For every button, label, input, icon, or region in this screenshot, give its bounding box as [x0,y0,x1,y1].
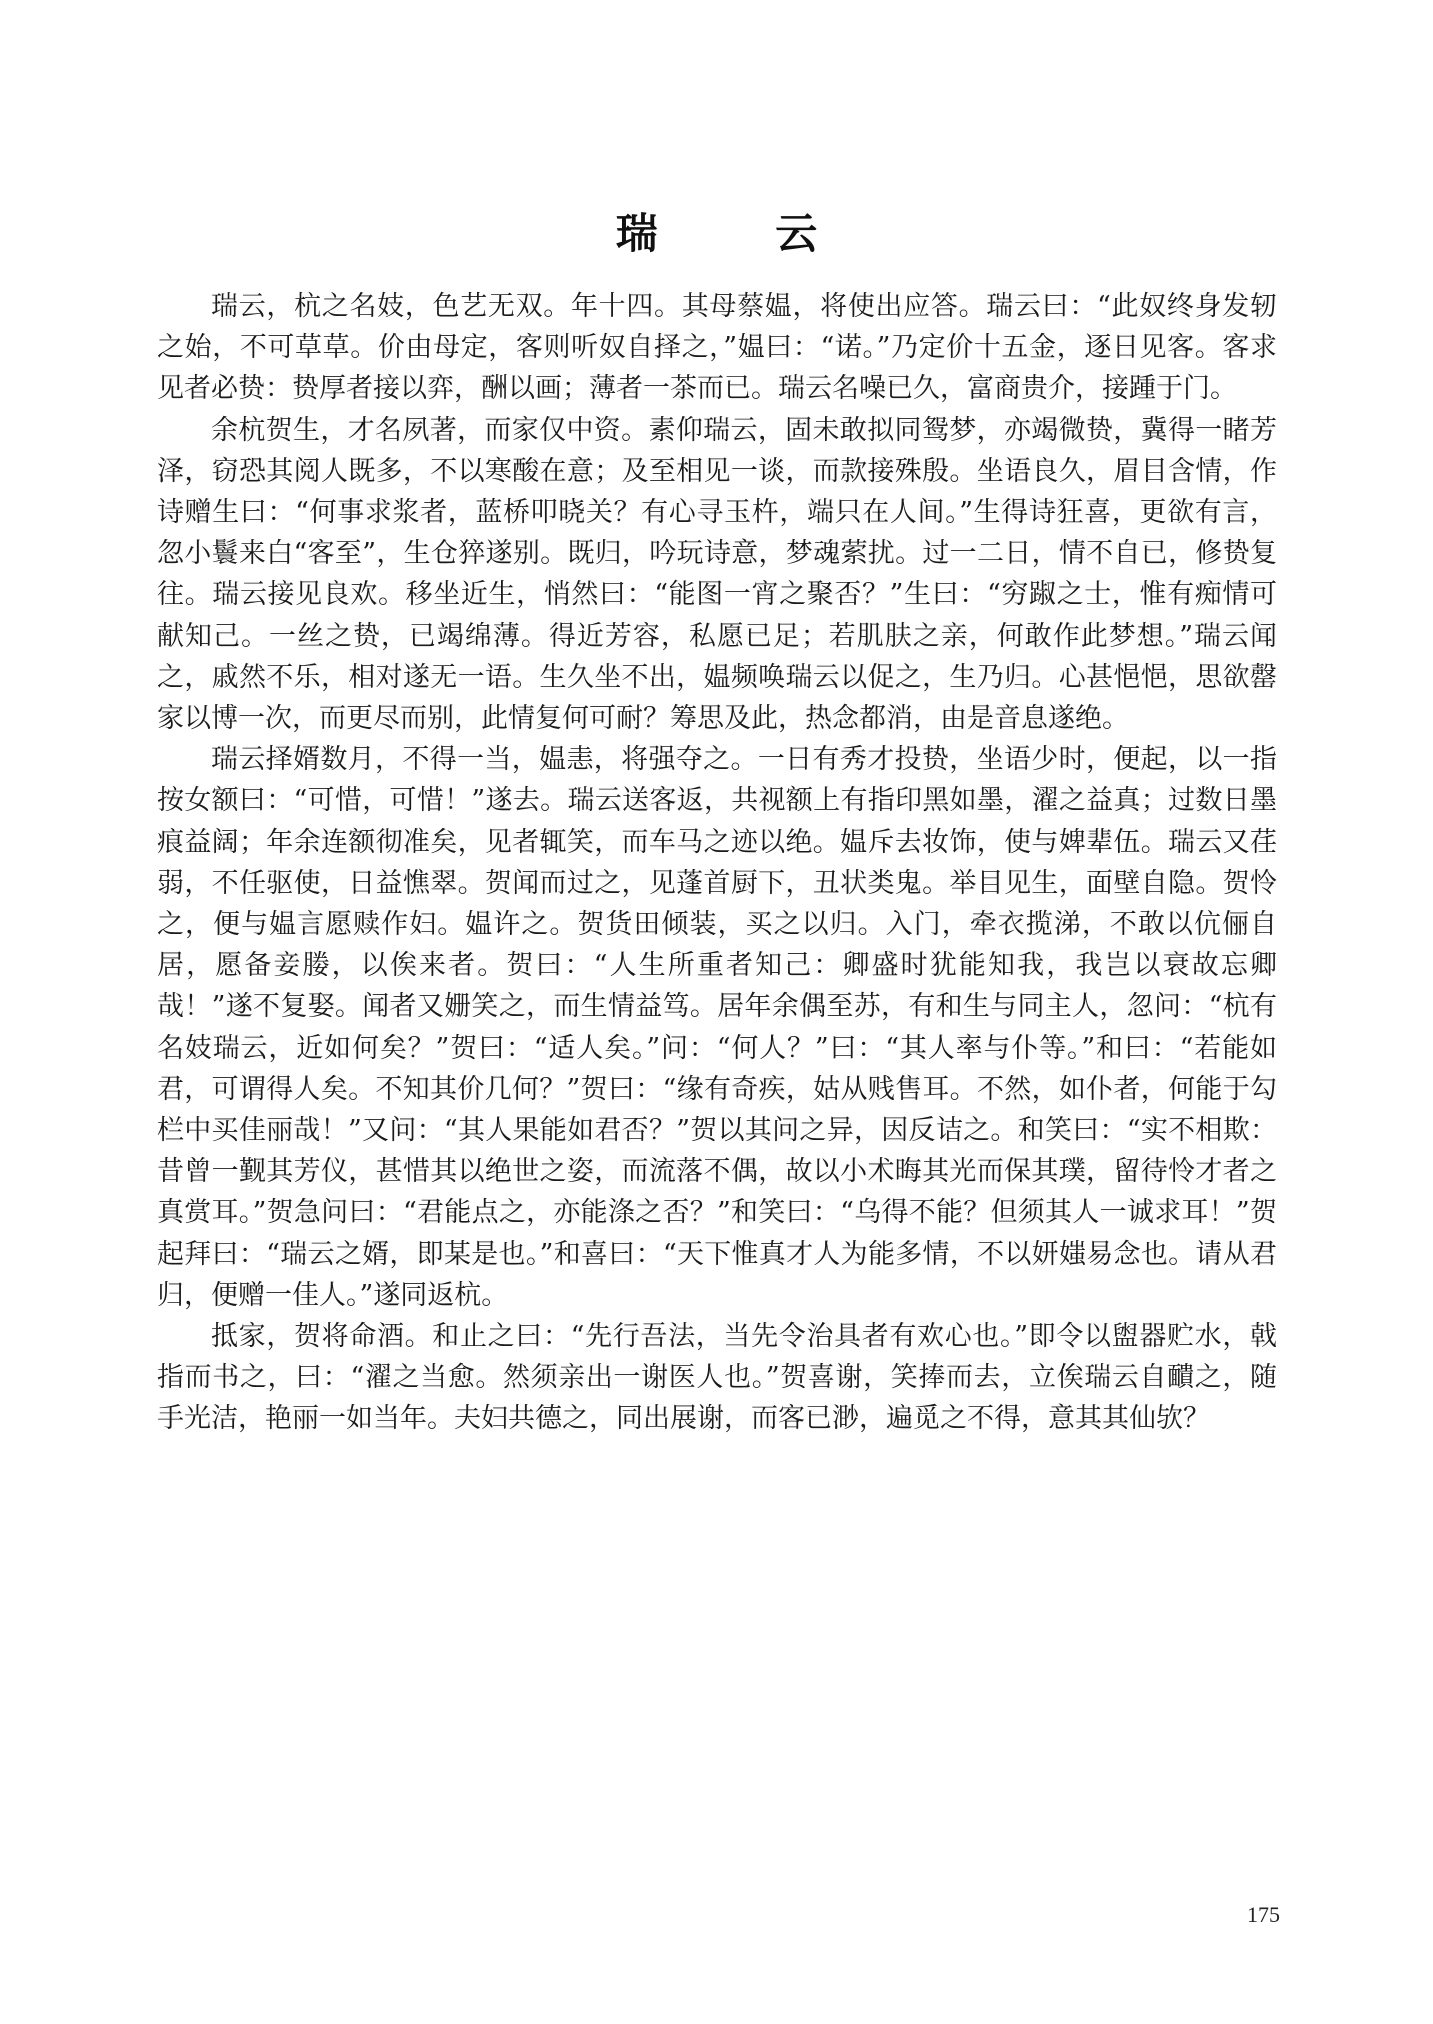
paragraph-4: 抵家，贺将命酒。和止之曰：“先行吾法，当先令治具者有欢心也。”即令以盥器贮水，戟指而书之，曰：“濯之当愈。然须亲出一谢医人也。”贺喜谢，笑捧而去，立俟瑞云自靧之，随手光洁，艳丽一如当年。夫妇共德之，同出展谢，而客已渺，遍觅之不得，意其其仙欤？ [157,1321,1277,1435]
page-title: 瑞 云 [615,209,856,259]
page-number: 175 [1247,1902,1280,1927]
paragraph-2: 余杭贺生，才名夙著，而家仅中资。素仰瑞云，固未敢拟同鸳梦，亦竭微贽，冀得一睹芳泽，窃恐其阅人既多，不以寒酸在意；及至相见一谈，而款接殊殷。坐语良久，眉目含情，作诗赠生曰：“何事求浆者，蓝桥叩晓关？有心寻玉杵，端只在人间。”生得诗狂喜，更欲有言，忽小鬟来白“客至”，生仓猝遂别。既归，吟玩诗意，梦魂萦扰。过一二日，情不自已，修贽复往。瑞云接见良欢。移坐近生，悄然曰：“能图一宵之聚否？”生曰：“穷踧之士，惟有痴情可献知己。一丝之贽，已竭绵薄。得近芳容，私愿已足；若肌肤之亲，何敢作此梦想。”瑞云闻之，戚然不乐，相对遂无一语。生久坐不出，媪频唤瑞云以促之，生乃归。心甚悒悒，思欲罄家以博一次，而更尽而别，此情复何可耐？筹思及此，热念都消，由是音息遂绝。 [157,414,1277,735]
paragraph-1: 瑞云，杭之名妓，色艺无双。年十四。其母蔡媪，将使出应答。瑞云曰：“此奴终身发轫之始，不可草草。价由母定，客则听奴自择之，”媪曰：“诺。”乃定价十五金，逐日见客。客求见者必贽：贽厚者接以弈，酬以画；薄者一茶而已。瑞云名噪已久，富商贵介，接踵于门。 [157,291,1277,405]
story-body [157,286,1277,1440]
paragraph-3: 瑞云择婿数月，不得一当，媪恚，将强夺之。一日有秀才投贽，坐语少时，便起，以一指按女额曰：“可惜，可惜！”遂去。瑞云送客返，共视额上有指印黑如墨，濯之益真；过数日墨痕益阔；年余连额彻准矣，见者辄笑，而车马之迹以绝。媪斥去妆饰，使与婢辈伍。瑞云又荏弱，不任驱使，日益憔翠。贺闻而过之，见蓬首厨下，丑状类鬼。举目见生，面壁自隐。贺怜之，便与媪言愿赎作妇。媪许之。贺货田倾装，买之以归。入门，牵衣揽涕，不敢以伉俪自居，愿备妾媵，以俟来者。贺曰：“人生所重者知己：卿盛时犹能知我，我岂以衰故忘卿哉！”遂不复娶。闻者又姗笑之，而生情益笃。居年余偶至苏，有和生与同主人，忽问：“杭有名妓瑞云，近如何矣？”贺曰：“适人矣。”问：“何人？”曰：“其人率与仆等。”和曰：“若能如君，可谓得人矣。不知其价几何？”贺曰：“缘有奇疾，姑从贱售耳。不然，如仆者，何能于勾栏中买佳丽哉！”又问：“其人果能如君否？”贺以其问之异，因反诘之。和笑曰：“实不相欺：昔曾一觐其芳仪，甚惜其以绝世之姿，而流落不偶，故以小术晦其光而保其璞，留待怜才者之真赏耳。”贺急问曰：“君能点之，亦能涤之否？”和笑曰：“乌得不能？但须其人一诚求耳！”贺起拜曰：“瑞云之婿，即某是也。”和喜曰：“天下惟真才人为能多情，不以妍媸易念也。请从君归，便赠一佳人。”遂同返杭。 [157,744,1277,1311]
